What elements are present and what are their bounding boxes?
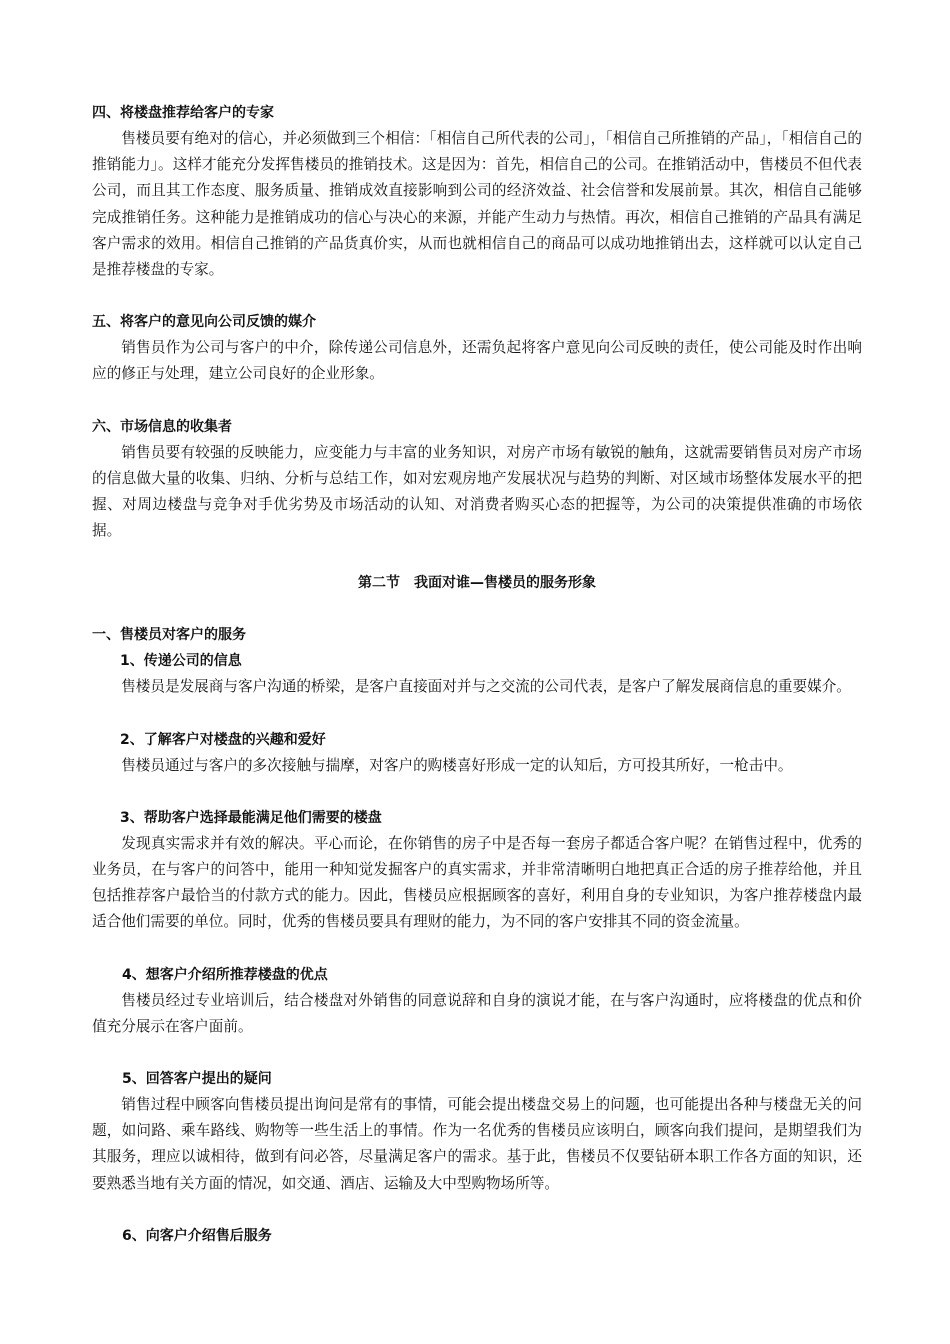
- section-heading: 六、市场信息的收集者: [92, 418, 232, 435]
- section-heading: 四、将楼盘推荐给客户的专家: [92, 105, 274, 121]
- item-title: 5、回答客户提出的疑问: [122, 1071, 272, 1088]
- document-page: [92, 100, 862, 1249]
- paragraph: 售楼员是发展商与客户沟通的桥梁，是客户直接面对并与之交流的公司代表，是客户了解发展商信息的重要媒介。: [121, 678, 851, 696]
- item-title: 3、帮助客户选择最能满足他们需要的楼盘: [120, 809, 382, 826]
- item-title: 6、向客户介绍售后服务: [122, 1227, 272, 1244]
- paragraph: 发现真实需求并有效的解决。平心而论，在你销售的房子中是否每一套房子都适合客户呢？在销售过程中，优秀的业务员，在与客户的问答中，能用一种知觉发掘客户的真实需求，并非常清晰明白地把真正合适的房子推荐给他，并且包括推荐客户最恰当的付款方式的能力。因此，售楼员应根据顾客的喜好，利用自身的专业知识，为客户推荐楼盘内最适合他们需要的单位。同时，优秀的售楼员要具有理财的能力，为不同的客户安排其不同的资金流量。: [92, 834, 862, 931]
- paragraph: 售楼员要有绝对的信心，并必须做到三个相信：「相信自己所代表的公司」，「相信自己所推销的产品」，「相信自己的推销能力」。这样才能充分发挥售楼员的推销技术。这是因为：首先，相信自己的公司。在推销活动中，售楼员不但代表公司，而且其工作态度、服务质量、推销成效直接影响到公司的经济效益、社会信誉和发展前景。其次，相信自己能够完成推销任务。这种能力是推销成功的信心与决心的来源，并能产生动力与热情。再次，相信自己推销的产品具有满足客户需求的效用。相信自己推销的产品货真价实，从而也就相信自己的商品可以成功地推销出去，这样就可以认定自己是推荐楼盘的专家。: [92, 130, 862, 279]
- paragraph: 销售过程中顾客向售楼员提出询问是常有的事情，可能会提出楼盘交易上的问题，也可能提出各种与楼盘无关的问题，如问路、乘车路线、购物等一些生活上的事情。作为一名优秀的售楼员应该明白，顾客向我们提问，是期望我们为其服务，理应以诚相待，做到有问必答，尽量满足客户的需求。基于此，售楼员不仅要钻研本职工作各方面的知识，还要熟悉当地有关方面的情况，如交通、酒店、运输及大中型购物场所等。: [92, 1096, 862, 1192]
- paragraph: 售楼员通过与客户的多次接触与揣摩，对客户的购楼喜好形成一定的认知后，方可投其所好，一枪击中。: [121, 756, 793, 774]
- paragraph: 销售员作为公司与客户的中介，除传递公司信息外，还需负起将客户意见向公司反映的责任，使公司能及时作出响应的修正与处理，建立公司良好的企业形象。: [92, 339, 862, 383]
- item-title: 2、了解客户对楼盘的兴趣和爱好: [120, 731, 326, 748]
- section-heading: 一、售楼员对客户的服务: [92, 627, 246, 644]
- chapter-title: 第二节 我面对谁—售楼员的服务形象: [358, 575, 596, 592]
- paragraph: 销售员要有较强的反映能力，应变能力与丰富的业务知识，对房产市场有敏锐的触角，这就需要销售员对房产市场的信息做大量的收集、归纳、分析与总结工作，如对宏观房地产发展状况与趋势的判断、对区域市场整体发展水平的把握、对周边楼盘与竞争对手优劣势及市场活动的认知、对消费者购买心态的把握等，为公司的决策提供准确的市场依据。: [92, 443, 862, 540]
- item-title: 1、传递公司的信息: [120, 653, 242, 670]
- paragraph: 售楼员经过专业培训后，结合楼盘对外销售的同意说辞和自身的演说才能，在与客户沟通时，应将楼盘的优点和价值充分展示在客户面前。: [92, 991, 862, 1035]
- section-heading: 五、将客户的意见向公司反馈的媒介: [92, 314, 316, 331]
- item-title: 4、想客户介绍所推荐楼盘的优点: [122, 966, 328, 983]
